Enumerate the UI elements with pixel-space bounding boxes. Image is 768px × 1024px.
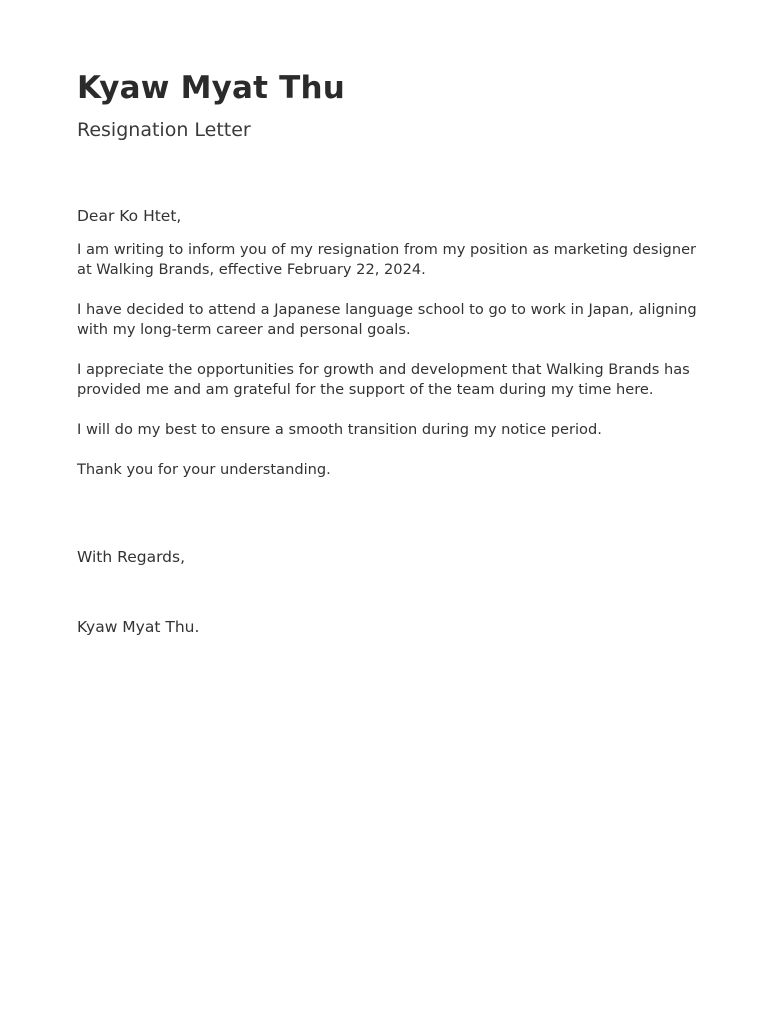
paragraph-transition: I will do my best to ensure a smooth transition during my notice period. bbox=[77, 421, 602, 438]
author-name: Kyaw Myat Thu bbox=[77, 70, 346, 106]
salutation: Dear Ko Htet, bbox=[77, 207, 182, 225]
closing: With Regards, bbox=[77, 548, 186, 566]
document-title: Resignation Letter bbox=[77, 119, 251, 141]
paragraph-reason: I have decided to attend a Japanese language school to go to work in Japan, aligning with my long-term career and personal goals. bbox=[77, 301, 697, 338]
paragraph-thanks: Thank you for your understanding. bbox=[77, 461, 331, 478]
letter-body bbox=[77, 206, 697, 500]
paragraph-resignation-notice: I am writing to inform you of my resignation from my position as marketing designer at Walking Brands, effective February 22, 2024. bbox=[77, 241, 697, 278]
paragraph-appreciation: I appreciate the opportunities for growth and development that Walking Brands has provided me and am grateful for the support of the team during my time here. bbox=[77, 361, 690, 398]
signature: Kyaw Myat Thu. bbox=[77, 618, 200, 636]
